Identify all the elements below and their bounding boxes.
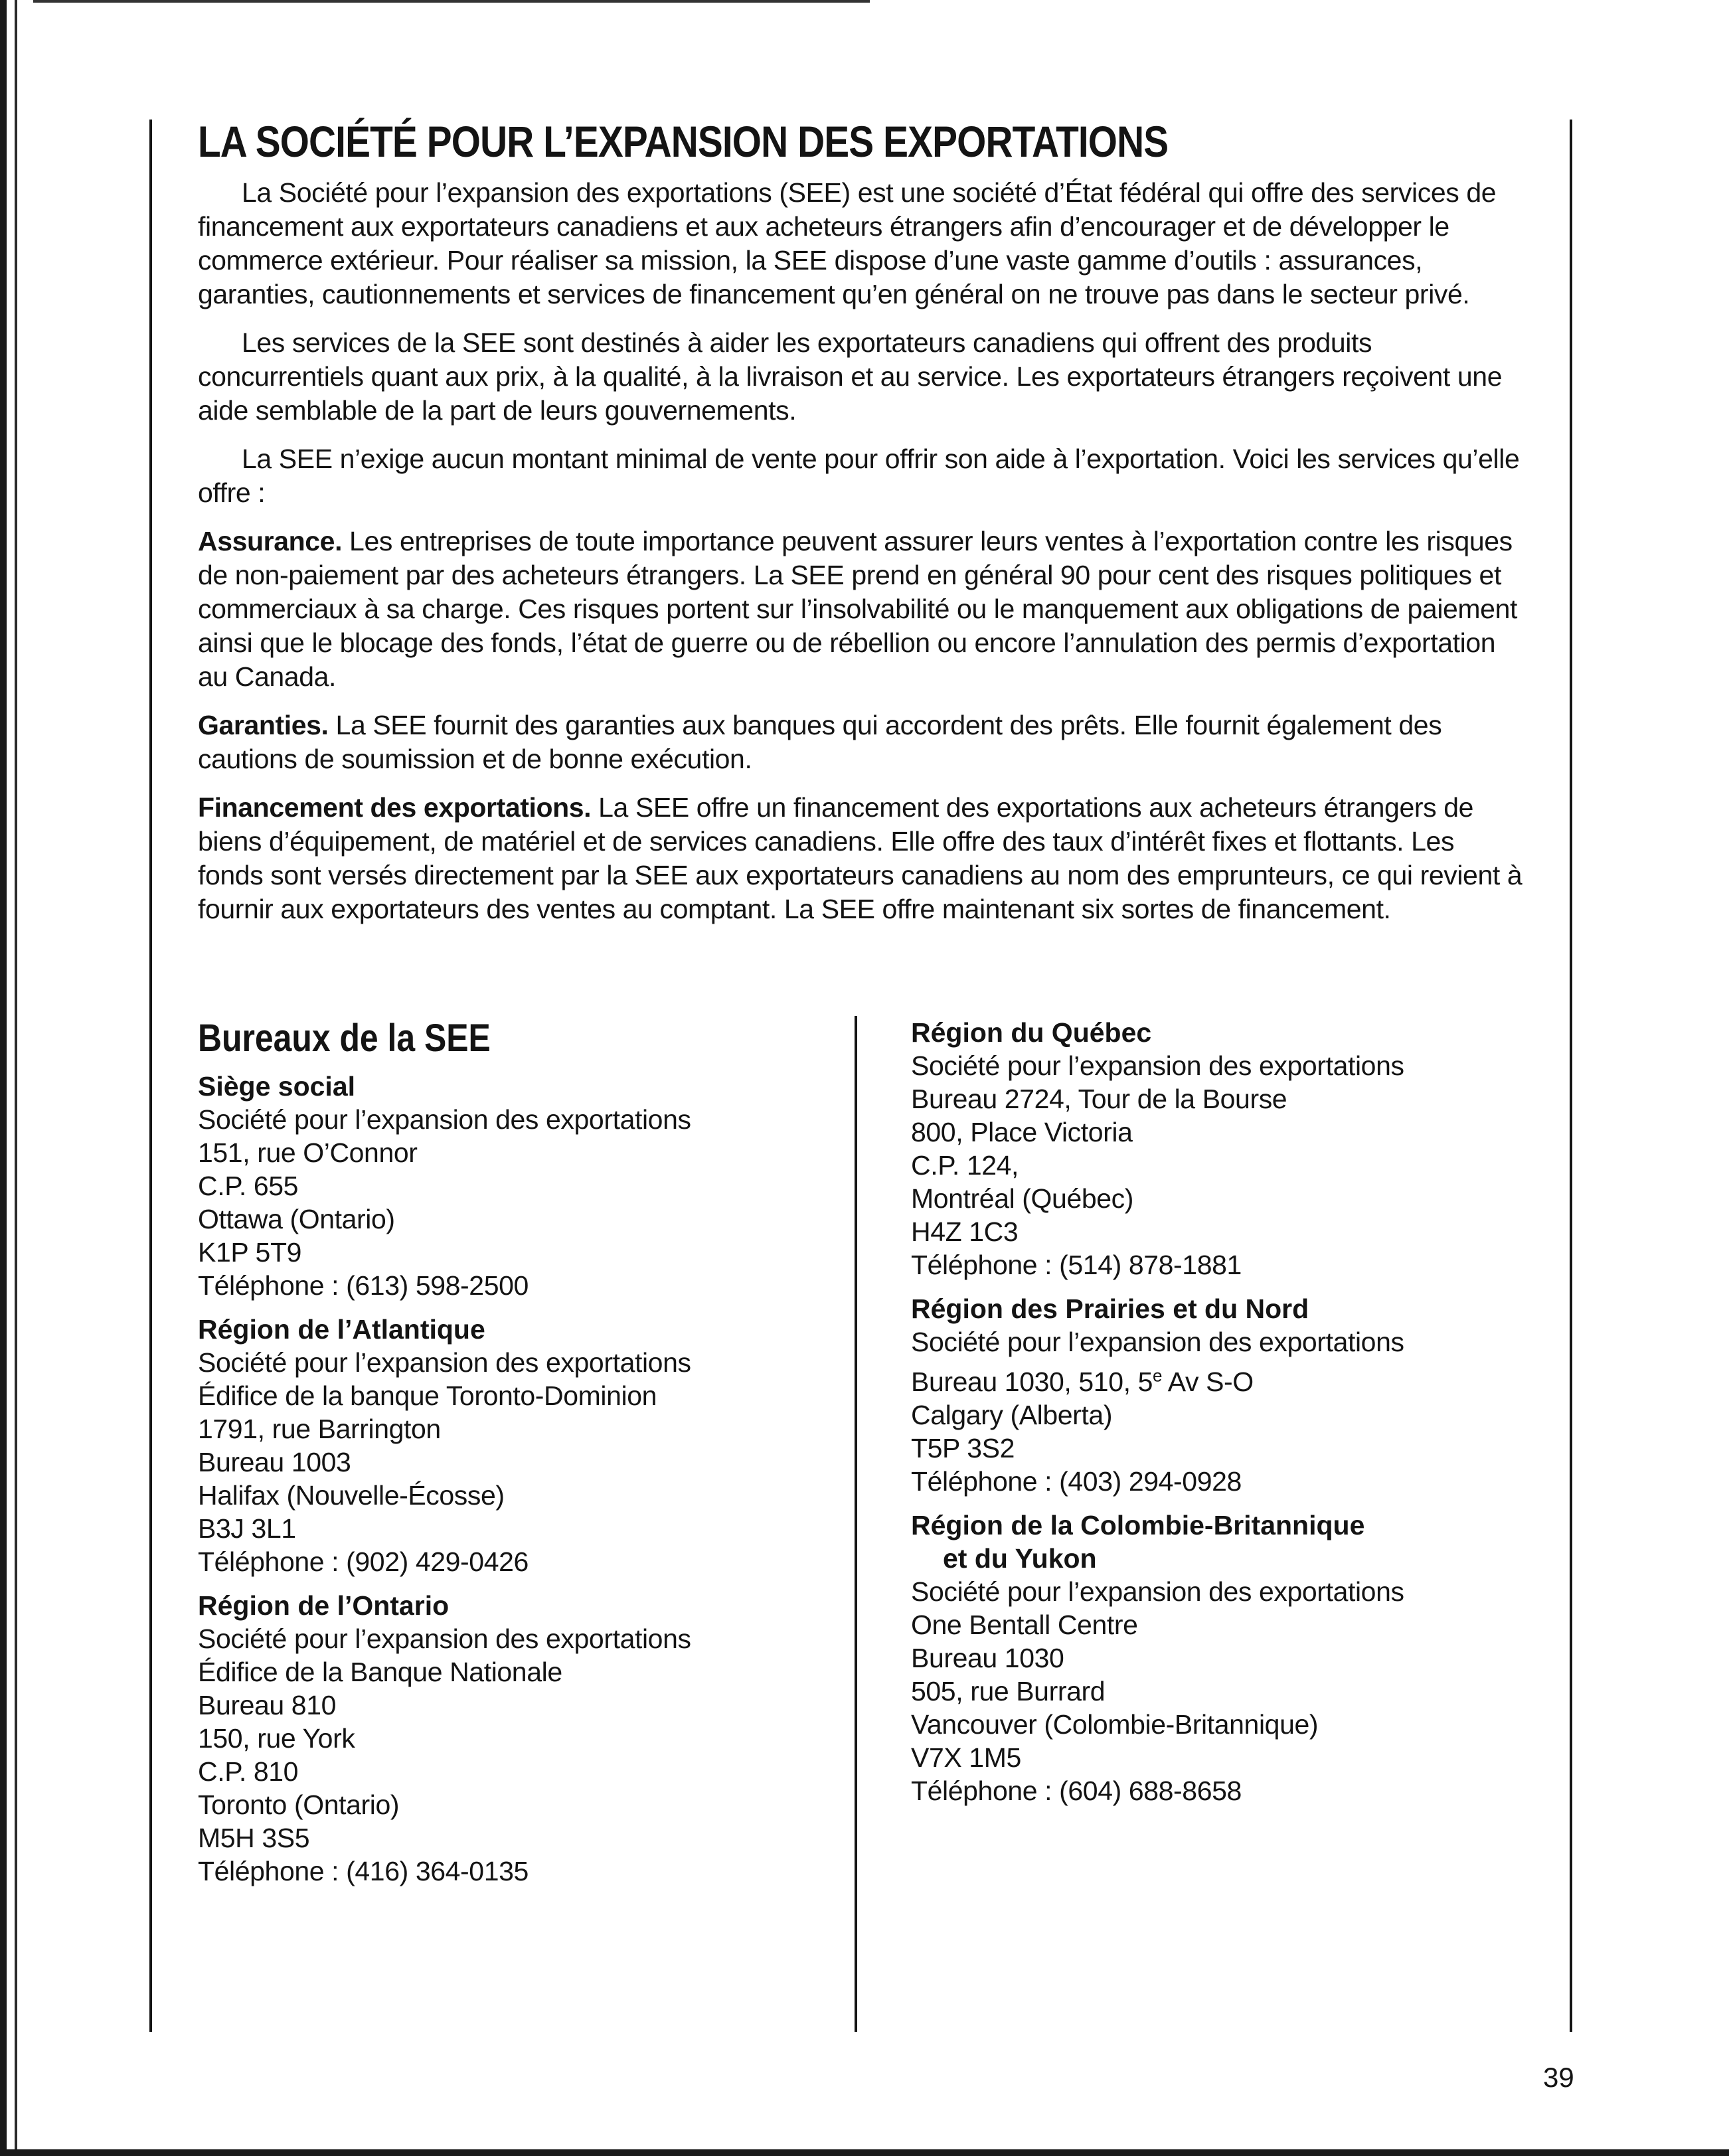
office-line: K1P 5T9	[198, 1237, 301, 1268]
office-line: Calgary (Alberta)	[911, 1399, 1113, 1430]
office-line: Société pour l’expansion des exportations	[911, 1576, 1404, 1607]
office-line: Édifice de la Banque Nationale	[198, 1657, 562, 1687]
office-line: Montréal (Québec)	[911, 1183, 1134, 1214]
office-block	[198, 1070, 829, 1302]
intro-paragraph: La Société pour l’expansion des exportations (SEE) est une société d’État fédéral qui offre des services de financement aux exportateurs canadiens et aux acheteurs étrangers afin d’encourager et de développer le commerce extérieur. Pour réaliser sa mission, la SEE dispose d’une vaste gamme d’outils : assurances, garanties, cautionnements et services de financement qu’en général on ne trouve pas dans le secteur privé.	[198, 177, 1497, 309]
office-line: C.P. 810	[198, 1756, 299, 1787]
office-block	[911, 1292, 1542, 1498]
office-line: 505, rue Burrard	[911, 1675, 1106, 1706]
office-line: Société pour l’expansion des exportations	[911, 1327, 1404, 1357]
scan-edge	[15, 0, 17, 2156]
office-line: 151, rue O’Connor	[198, 1137, 418, 1168]
left-margin-rule	[149, 120, 152, 2032]
office-name: Siège social	[198, 1071, 356, 1102]
intro-paragraph: Les services de la SEE sont destinés à aider les exportateurs canadiens qui offrent des produits concurrentiels quant aux prix, à la qualité, à la livraison et au service. Les exportateurs étrangers reçoivent une aide semblable de la part de leurs gouvernements.	[198, 327, 1503, 426]
offices-column-right	[911, 1016, 1542, 1818]
service-paragraph	[198, 791, 1526, 926]
office-line: Téléphone : (613) 598-2500	[198, 1270, 529, 1301]
scan-edge	[33, 0, 870, 3]
offices-column-left	[198, 1016, 829, 1898]
office-line: Société pour l’expansion des exportations	[198, 1623, 691, 1654]
office-line: Téléphone : (514) 878-1881	[911, 1250, 1242, 1280]
office-line: Société pour l’expansion des exportations	[198, 1104, 691, 1135]
offices-title: Bureaux de la SEE	[198, 1017, 491, 1060]
office-line: Ottawa (Ontario)	[198, 1204, 395, 1234]
column-divider	[855, 1016, 857, 2032]
office-line: B3J 3L1	[198, 1513, 296, 1544]
office-name-continued	[911, 1542, 1542, 1575]
page-title: LA SOCIÉTÉ POUR L’EXPANSION DES EXPORTATIONS	[198, 117, 1169, 166]
office-line: M5H 3S5	[198, 1823, 310, 1853]
office-line: T5P 3S2	[911, 1432, 1015, 1463]
office-line: Téléphone : (902) 429-0426	[198, 1546, 529, 1577]
intro-paragraph: La SEE n’exige aucun montant minimal de vente pour offrir son aide à l’exportation. Voici les services qu’elle offre :	[198, 444, 1520, 508]
service-lead: Financement des exportations.	[198, 792, 592, 823]
scan-edge	[0, 2149, 1729, 2156]
office-block	[911, 1016, 1542, 1282]
service-paragraph	[198, 708, 1526, 776]
service-text: Les entreprises de toute importance peuvent assurer leurs ventes à l’exportation contre les risques de non-paiement par des acheteurs étrangers. La SEE prend en général 90 pour cent des risques politiques et commerciaux à sa charge. Ces risques portent sur l’insolvabilité ou le manquement aux obligations de paiement ainsi que le blocage des fonds, l’état de guerre ou de rébellion ou encore l’annulation des permis d’exportation au Canada.	[198, 526, 1517, 692]
office-line: Société pour l’expansion des exportations	[911, 1050, 1404, 1081]
office-line: Toronto (Ontario)	[198, 1789, 400, 1820]
office-line: Halifax (Nouvelle-Écosse)	[198, 1480, 505, 1511]
office-line: Édifice de la banque Toronto-Dominion	[198, 1380, 657, 1411]
office-name: Région des Prairies et du Nord	[911, 1293, 1309, 1324]
office-line: Bureau 2724, Tour de la Bourse	[911, 1084, 1287, 1114]
office-line: Bureau 810	[198, 1690, 337, 1720]
office-line: C.P. 655	[198, 1171, 299, 1201]
service-text: La SEE fournit des garanties aux banques qui accordent des prêts. Elle fournit également des cautions de soumission et de bonne exécution.	[198, 710, 1442, 774]
office-block	[198, 1313, 829, 1578]
office-line: Téléphone : (403) 294-0928	[911, 1465, 1242, 1497]
office-name: Région de la Colombie-Britannique	[911, 1509, 1365, 1540]
service-text: La SEE offre un financement des exportations aux acheteurs étrangers de biens d’équipement, de matériel et de services canadiens. Elle offre des taux d’intérêt fixes et flottants. Les fonds sont versés directement par la SEE aux exportateurs canadiens au nom des emprunteurs, ce qui revient à fournir aux exportateurs des ventes au comptant. La SEE offre maintenant six sortes de financement.	[198, 792, 1523, 924]
office-line: 800, Place Victoria	[911, 1117, 1133, 1147]
right-margin-rule	[1570, 120, 1572, 2032]
service-paragraph	[198, 525, 1526, 694]
office-line: V7X 1M5	[911, 1742, 1021, 1773]
office-line	[911, 1359, 1542, 1398]
office-line: Bureau 1030	[911, 1642, 1064, 1673]
service-lead: Assurance.	[198, 526, 343, 556]
office-line: Bureau 1003	[198, 1447, 351, 1477]
office-name: Région de l’Ontario	[198, 1590, 450, 1621]
office-line: H4Z 1C3	[911, 1216, 1019, 1247]
office-line: 150, rue York	[198, 1723, 355, 1754]
office-line: 1791, rue Barrington	[198, 1414, 441, 1444]
office-line: Téléphone : (416) 364-0135	[198, 1856, 529, 1886]
office-line: One Bentall Centre	[911, 1609, 1138, 1640]
office-line: Société pour l’expansion des exportations	[198, 1347, 691, 1378]
address-part: Bureau 1030, 510, 5e Av S-O	[911, 1365, 1254, 1397]
office-block	[198, 1589, 829, 1888]
office-line: Vancouver (Colombie-Britannique)	[911, 1708, 1319, 1740]
office-name: Région du Québec	[911, 1017, 1152, 1048]
page-number: 39	[1543, 2062, 1574, 2093]
main-content	[198, 116, 1526, 941]
office-line: Téléphone : (604) 688-8658	[911, 1775, 1242, 1806]
office-name-line2: et du Yukon	[943, 1542, 1097, 1574]
office-line: C.P. 124,	[911, 1150, 1019, 1181]
office-name: Région de l’Atlantique	[198, 1314, 485, 1345]
office-block	[911, 1509, 1542, 1807]
scan-edge	[0, 0, 7, 2156]
service-lead: Garanties.	[198, 710, 329, 740]
